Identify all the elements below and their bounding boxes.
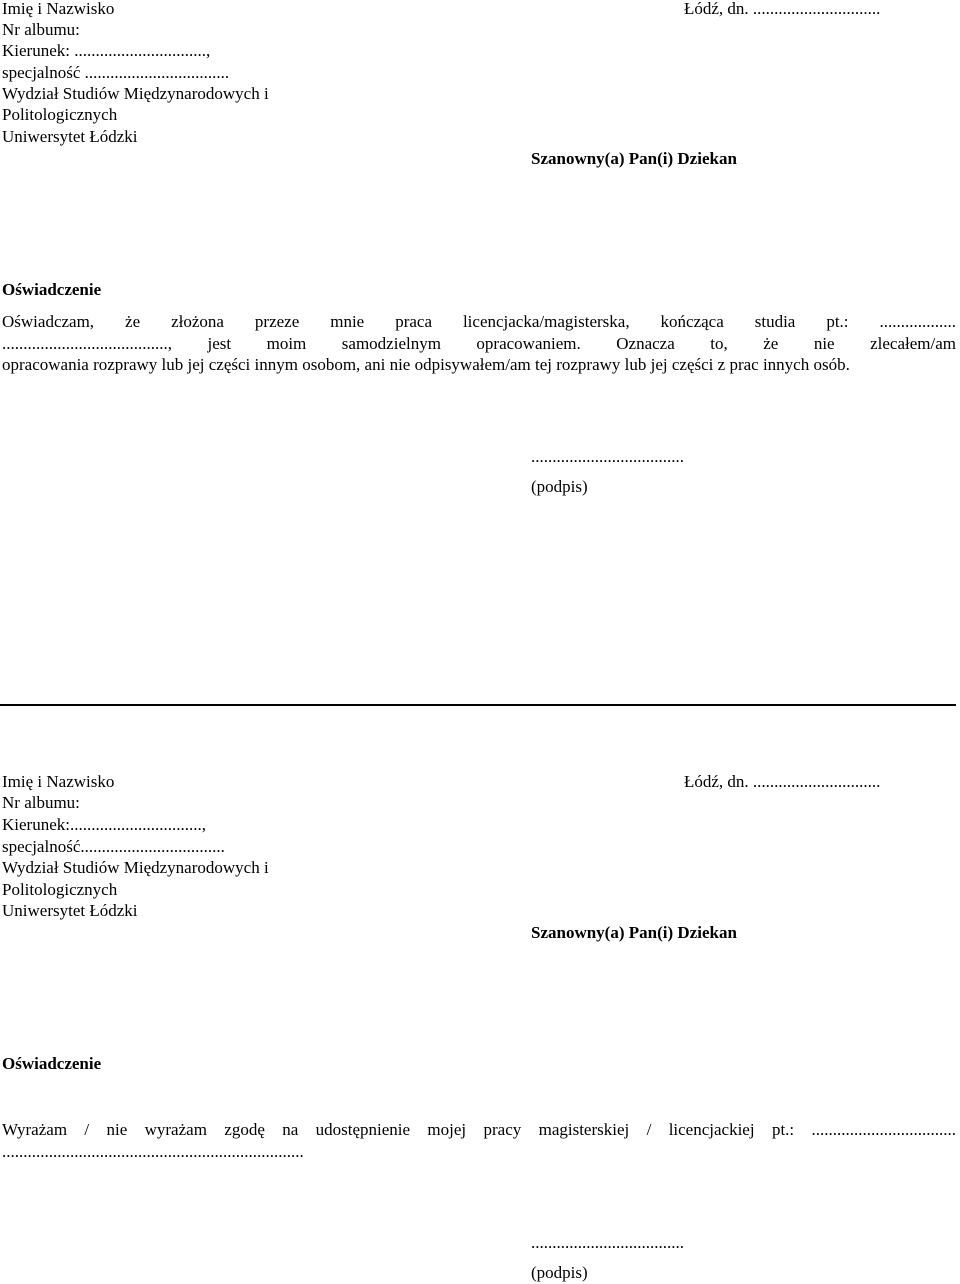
student-name-label: Imię i Nazwisko [2, 772, 115, 791]
album-number-label: Nr albumu: [2, 793, 80, 812]
consent-line-1: Wyrażam / nie wyrażam zgodę na udostępnienie mojej pracy magisterskiej / licencjackiej pt.: .................................. [2, 1120, 956, 1139]
statement-heading: Oświadczenie [2, 1054, 102, 1073]
signature-label: (podpis) [531, 1263, 588, 1282]
faculty-label: Wydział Studiów Międzynarodowych i [2, 84, 269, 103]
signature-label: (podpis) [531, 477, 588, 496]
album-number-label: Nr albumu: [2, 20, 80, 39]
salutation: Szanowny(a) Pan(i) Dziekan [531, 923, 737, 942]
specialization-label: specjalność .................................. [2, 63, 230, 82]
university-label: Uniwersytet Łódzki [2, 127, 138, 146]
faculty-label-cont: Politologicznych [2, 880, 118, 899]
student-name-label: Imię i Nazwisko [2, 0, 115, 18]
specialization-label: specjalność.................................. [2, 837, 225, 856]
university-label: Uniwersytet Łódzki [2, 901, 138, 920]
statement-heading: Oświadczenie [2, 280, 102, 299]
faculty-label: Wydział Studiów Międzynarodowych i [2, 858, 269, 877]
signature-line: .................................... [531, 1233, 684, 1252]
statement-line-2: ......................................., jest moim samodzielnym opracowaniem. Oznacza to, że nie zlecałem/am [2, 334, 956, 353]
field-of-study-label: Kierunek:..............................., [2, 815, 206, 834]
statement-line-3: opracowania rozprawy lub jej części innym osobom, ani nie odpisywałem/am tej rozprawy lub jej części z prac innych osób. [2, 355, 850, 374]
consent-line-2: ....................................................................... [2, 1142, 304, 1161]
salutation: Szanowny(a) Pan(i) Dziekan [531, 149, 737, 168]
page-divider [0, 704, 956, 706]
statement-line-1: Oświadczam, że złożona przeze mnie praca licencjacka/magisterska, kończąca studia pt.: .................. [2, 312, 956, 331]
faculty-label-cont: Politologicznych [2, 105, 118, 124]
place-date: Łódź, dn. .............................. [684, 0, 881, 18]
field-of-study-label: Kierunek: ..............................., [2, 41, 211, 60]
place-date: Łódź, dn. .............................. [684, 772, 881, 791]
signature-line: .................................... [531, 447, 684, 466]
